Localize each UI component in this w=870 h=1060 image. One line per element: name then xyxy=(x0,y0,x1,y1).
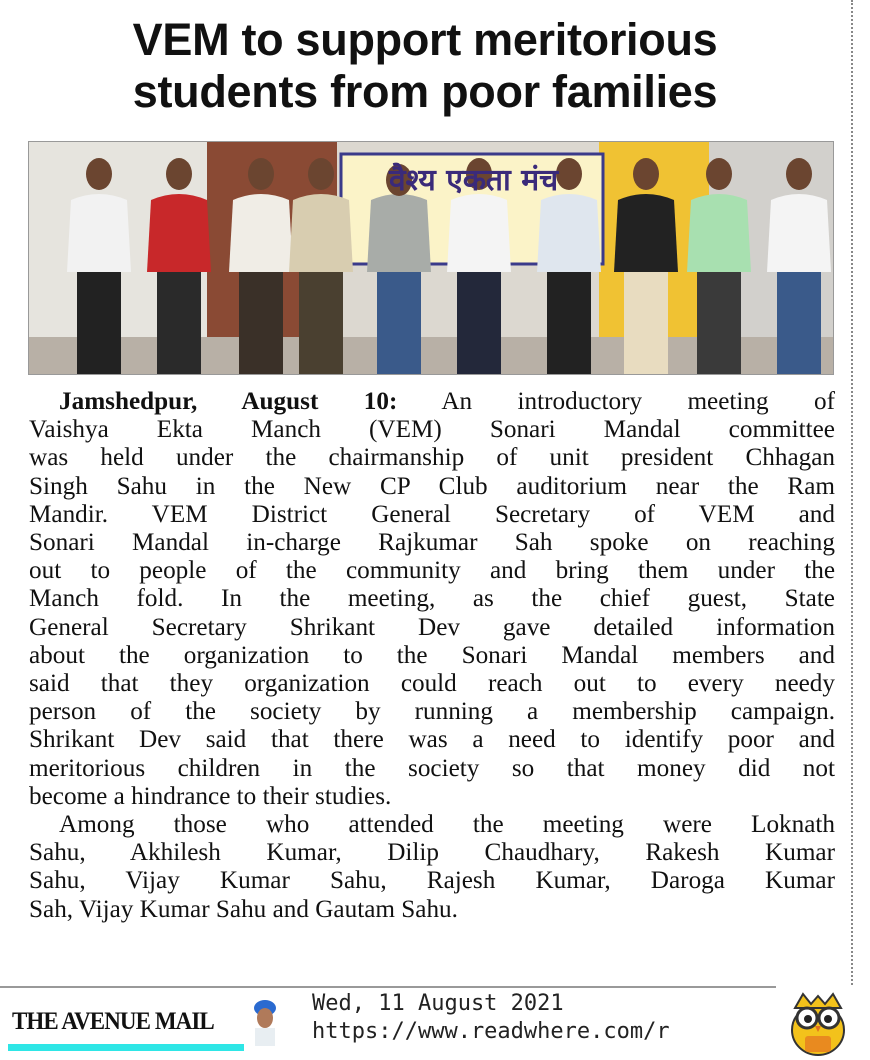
article-line: become a hindrance to their studies. xyxy=(29,782,392,810)
headline xyxy=(0,14,850,118)
article-line: Shrikant Dev said that there was a need to identify poor and xyxy=(29,726,835,754)
article-line-text: An introductory meeting of xyxy=(397,388,835,415)
footer-divider xyxy=(0,986,776,988)
article-line: Singh Sahu in the New CP Club auditorium near the Ram xyxy=(29,472,835,500)
article-line: Among those who attended the meeting were Loknath xyxy=(59,811,835,839)
article-line: General Secretary Shrikant Dev gave detailed information xyxy=(29,613,835,641)
logo-accent-bar xyxy=(8,1044,244,1051)
article-line xyxy=(29,388,835,416)
headline-line-2: students from poor families xyxy=(132,66,718,117)
article-paragraph-1 xyxy=(29,388,835,811)
article-line: Sahu, Vijay Kumar Sahu, Rajesh Kumar, Daroga Kumar xyxy=(29,867,835,895)
article-line: Vaishya Ekta Manch (VEM) Sonari Mandal committee xyxy=(29,416,835,444)
article-body xyxy=(29,388,835,924)
article-line: Manch fold. In the meeting, as the chief guest, State xyxy=(29,585,835,613)
headline-line-1: VEM to support meritorious xyxy=(132,14,718,65)
clip-url[interactable]: https://www.readwhere.com/r xyxy=(312,1019,670,1044)
publication-logo: THE AVENUE MAIL xyxy=(12,1008,214,1035)
clip-meta xyxy=(312,990,670,1046)
article-line: person of the society by running a membership campaign. xyxy=(29,698,835,726)
article-line: meritorious children in the society so that money did not xyxy=(29,754,835,782)
article-line: Sahu, Akhilesh Kumar, Dilip Chaudhary, Rakesh Kumar xyxy=(29,839,835,867)
page-edge-dotted-border xyxy=(851,0,853,985)
group-photo xyxy=(28,141,834,375)
article-paragraph-2 xyxy=(29,811,835,924)
reporter-avatar-icon xyxy=(250,996,280,1046)
article-line: Sonari Mandal in-charge Rajkumar Sah spoke on reaching xyxy=(29,529,835,557)
owl-icon xyxy=(785,990,851,1056)
article-line: out to people of the community and bring them under the xyxy=(29,557,835,585)
article-line: about the organization to the Sonari Mandal members and xyxy=(29,641,835,669)
article-line: said that they organization could reach out to every needy xyxy=(29,670,835,698)
dateline: Jamshedpur, August 10: xyxy=(59,388,398,415)
banner-text: वैश्य एकता मंच xyxy=(389,163,559,198)
clip-date: Wed, 11 August 2021 xyxy=(312,991,564,1016)
article-line: was held under the chairmanship of unit president Chhagan xyxy=(29,444,835,472)
article-line: Mandir. VEM District General Secretary of VEM and xyxy=(29,500,835,528)
article-line: Sah, Vijay Kumar Sahu and Gautam Sahu. xyxy=(29,895,458,923)
